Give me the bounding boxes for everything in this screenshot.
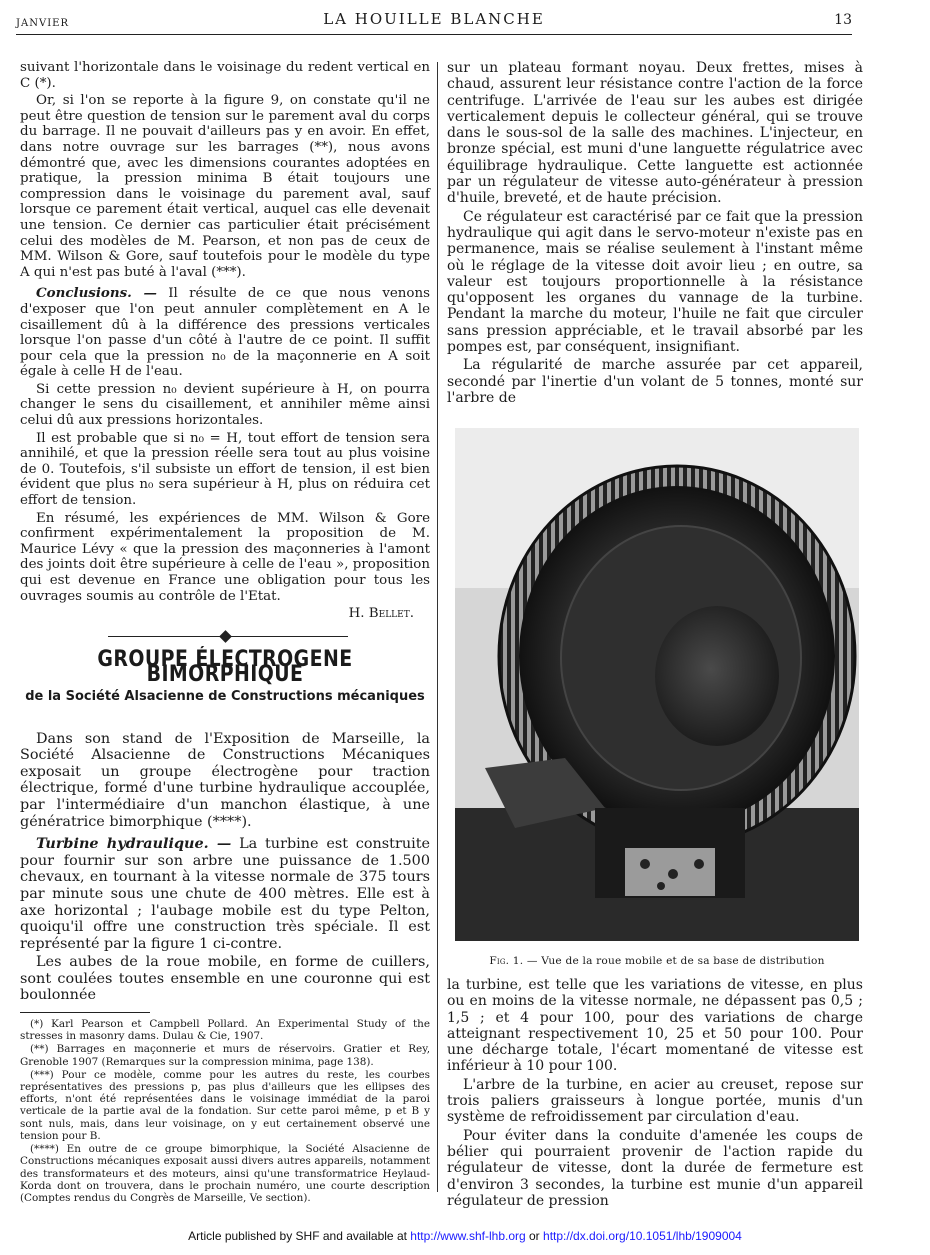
section-divider	[20, 628, 430, 644]
doi-link[interactable]: http://dx.doi.org/10.1051/lhb/1909004	[543, 1229, 742, 1243]
divider-ornament-icon	[219, 630, 232, 643]
right-column-bottom	[447, 977, 863, 1211]
author-signature: H. Bellet.	[348, 606, 414, 622]
footnote: (*) Karl Pearson et Campbell Pollard. An Experimental Study of the stresses in masonry dams. Dulau & Cie, 1907.	[20, 1018, 430, 1043]
conclusions-text: Il résulte de ce que nous venons d'exposer que l'on peut annuler complètement en A le cisaillement dû à la différence des pressions verticales lorsque l'on passe d'un côté à l'autre de ce point. Il suffit pour cela que la pression n₀ de la maçonnerie en A soit égale à celle H de l'eau.	[20, 286, 430, 380]
page-number: 13	[834, 12, 852, 28]
footer-prefix: Article published by SHF and available at	[188, 1229, 411, 1243]
figure-caption	[455, 955, 859, 967]
turbine-photo	[455, 428, 859, 941]
footer-middle: or	[525, 1229, 544, 1243]
conclusions-heading: Conclusions. —	[36, 285, 157, 302]
footnote: (****) En outre de ce groupe bimorphique, la Société Alsacienne de Constructions mécaniques exposait aussi divers autres appareils, notamment des transformateurs et des moteurs, ainsi qu'une transformatrice Heylaud-Korda dont on trouvera, dans le prochain numéro, une courte description (Comptes rendus du Congrès de Marseille, Ve section).	[20, 1143, 430, 1204]
paragraph: Si cette pression n₀ devient supérieure à H, on pourra changer le sens du cisaillement, et annihiler même ainsi celui dû aux pressions horizontales.	[20, 381, 430, 429]
paragraph: L'arbre de la turbine, en acier au creuset, repose sur trois paliers graisseurs à longue portée, munis d'un système de refroidissement par circulation d'eau.	[447, 1076, 863, 1126]
running-header	[16, 6, 852, 35]
journal-title: LA HOUILLE BLANCHE	[323, 10, 545, 28]
turbine-paragraph	[20, 836, 430, 952]
publication-footer	[0, 1229, 930, 1243]
paragraph: Ce régulateur est caractérisé par ce fait que la pression hydraulique qui agit dans le servo-moteur n'existe pas en permanence, mais se réalise seulement à l'instant même où le réglage de la vitesse doit avoir lieu ; en outre, sa valeur est toujours proportionnelle à la résistance qu'opposent les organes du vannage de la turbine. Pendant la marche du moteur, l'huile ne fait que circuler sans pression appréciable, et le travail absorbé par les pompes est, par conséquent, insignifiant.	[447, 208, 863, 356]
article-intro: Dans son stand de l'Exposition de Marseille, la Société Alsacienne de Constructions Mécaniques exposait un groupe électrogène pour traction électrique, formé d'une turbine hydraulique accouplée, par l'intermédiaire d'un manchon élastique, à une génératrice bimorphique (****).	[20, 730, 430, 830]
turbine-text: La turbine est construite pour fournir sur son arbre une puissance de 1.500 chevaux, en tournant à la vitesse normale de 375 tours par minute sous une chute de 400 mètres. Elle est à axe horizontal ; l'aubage mobile est du type Pelton, quoiqu'il offre une construction très spéciale. Il est représenté par la figure 1 ci-contre.	[20, 836, 431, 952]
column-divider	[437, 62, 438, 1192]
left-column	[20, 60, 430, 1205]
right-column-top	[447, 60, 863, 408]
article-title: GROUPE ÉLECTROGENE BIMORPHIQUE	[97, 646, 353, 688]
footnote: (***) Pour ce modèle, comme pour les autres du reste, les courbes représentatives des pressions p, pas plus d'ailleurs que les ellipses des efforts, n'ont été représentées dans le voisinage immédiat de la paroi verticale de la partie aval de la fondation. Sur cette paroi même, p et B y sont nuls, mais, dans leur voisinage, on y eut certainement observé une tension pour B.	[20, 1068, 430, 1142]
paragraph: En résumé, les expériences de MM. Wilson & Gore confirment expérimentalement la proposition de M. Maurice Lévy « que la pression des maçonneries à l'amont des joints doit être supérieure à celle de l'eau », proposition qui est devenue en France une obligation pour tous les ouvrages soumis au contrôle de l'Etat.	[20, 510, 430, 604]
paragraph: Il est probable que si n₀ = H, tout effort de tension sera annihilé, et que la pression réelle sera tout au plus voisine de 0. Toutefois, s'il subsiste un effort de tension, il est bien évident que plus n₀ sera supérieur à H, plus on réduira cet effort de tension.	[20, 430, 430, 509]
paragraph: Pour éviter dans la conduite d'amenée les coups de bélier qui pourraient provenir de l'action rapide du régulateur de vitesse, dont la durée de fermeture est d'environ 3 secondes, la turbine est munie d'un appareil régulateur de pression	[447, 1127, 863, 1209]
conclusions-paragraph	[20, 286, 430, 380]
paragraph: La régularité de marche assurée par cet appareil, secondé par l'inertie d'un volant de 5 tonnes, monté sur l'arbre de	[447, 357, 863, 406]
figure-caption-text: — Vue de la roue mobile et de sa base de distribution	[523, 955, 825, 967]
paragraph: suivant l'horizontale dans le voisinage du redent vertical en C (*).	[20, 60, 430, 91]
aubes-paragraph: Les aubes de la roue mobile, en forme de cuillers, sont coulées toutes ensemble en une couronne qui est boulonnée	[20, 954, 430, 1004]
paragraph: la turbine, est telle que les variations de vitesse, en plus ou en moins de la vitesse normale, ne dépassent pas 0,5 ; 1,5 ; et 4 pour 100, pour des variations de charge atteignant respectivement 10, 25 et 50 pour 100. Pour une décharge totale, l'écart momentané de vitesse est inférieur à 10 pour 100.	[447, 977, 863, 1075]
turbine-wheel-illustration	[455, 428, 859, 941]
footnote-rule	[20, 1012, 150, 1013]
paragraph: sur un plateau formant noyau. Deux frettes, mises à chaud, assurent leur résistance contre l'action de la force centrifuge. L'arrivée de l'eau sur les aubes est dirigée verticalement depuis le collecteur général, qui se trouve dans le sous-sol de la salle des machines. L'injecteur, en bronze spécial, est muni d'une languette régulatrice avec équilibrage hydraulique. Cette languette est actionnée par un régulateur de vitesse auto-générateur à pression d'huile, breveté, et de haute précision.	[447, 60, 863, 207]
footnote: (**) Barrages en maçonnerie et murs de réservoirs. Gratier et Rey, Grenoble 1907 (Remarques sur la compression minima, page 138).	[20, 1043, 430, 1068]
footnotes	[20, 1018, 430, 1204]
shf-link[interactable]: http://www.shf-lhb.org	[410, 1229, 526, 1243]
paragraph: Or, si l'on se reporte à la figure 9, on constate qu'il ne peut être question de tension sur le parement aval du corps du barrage. Il ne pouvait d'ailleurs pas y en avoir. En effet, dans notre ouvrage sur les barrages (**), nous avons démontré que, avec les dimensions courantes adoptées en pratique, la pression minima B était toujours une compression dans le voisinage du parement aval, sauf lorsque ce parement était vertical, auquel cas elle devenait une tension. Ce dernier cas particulier était précisément celui des modèles de M. Pearson, et non pas de ceux de MM. Wilson & Gore, sauf toutefois pour le modèle du type A qui n'est pas buté à l'aval (***).	[20, 93, 430, 280]
article-subtitle: de la Société Alsacienne de Constructions mécaniques	[25, 688, 425, 704]
header-month: JANVIER	[16, 18, 69, 29]
turbine-heading: Turbine hydraulique. —	[36, 835, 232, 853]
figure-label: Fig. 1.	[489, 955, 524, 967]
